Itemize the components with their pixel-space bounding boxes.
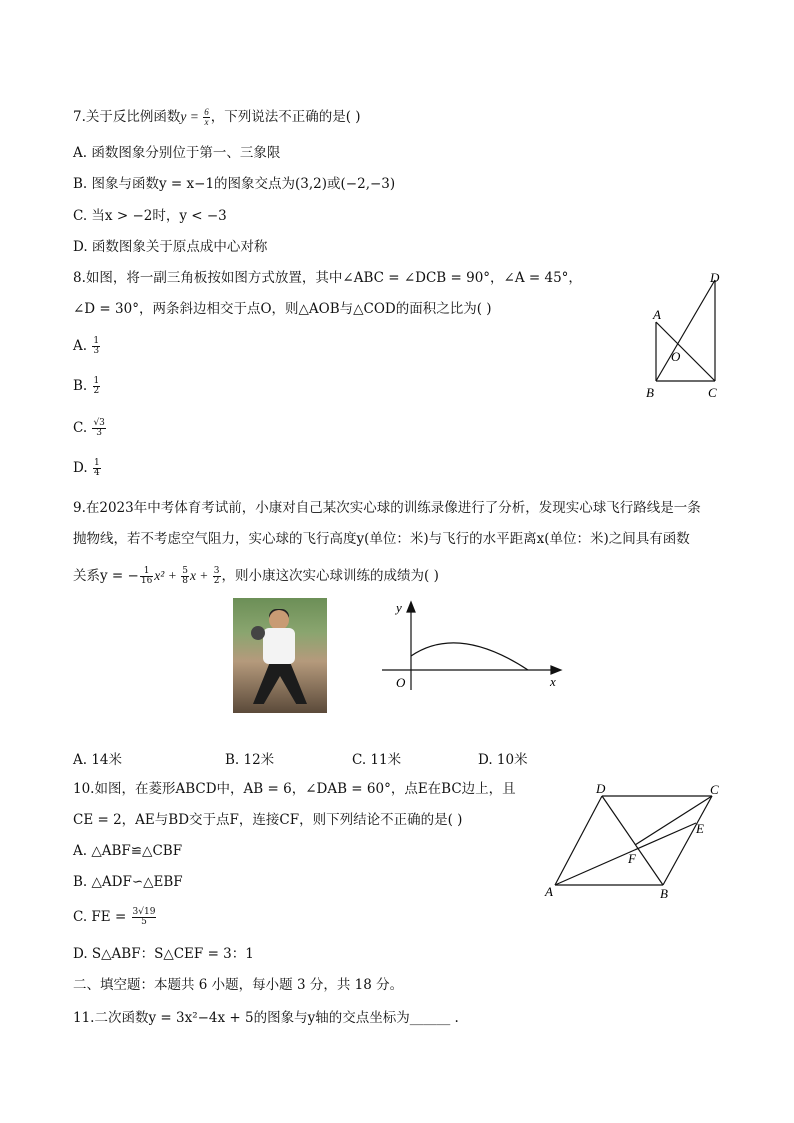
q9-y-axis-arrow <box>407 602 415 612</box>
section-fill-in-title: 二、填空题：本题共 6 小题，每小题 3 分，共 18 分。 <box>73 977 404 993</box>
q8-stem-line1: 8.如图，将一副三角板按如图方式放置，其中∠ABC = ∠DCB = 90°，∠A = 45°， <box>73 270 582 286</box>
q10-stem-line2: CE = 2，AE与BD交于点F，连接CF，则下列结论不正确的是( ) <box>73 812 463 828</box>
q10-segment-da <box>555 796 602 885</box>
q9-stem-line2: 抛物线，若不考虑空气阻力，实心球的飞行高度y(单位：米)与飞行的水平距离x(单位：米)之间具有函数 <box>73 531 690 547</box>
q9-x-axis-arrow <box>551 666 561 674</box>
q8-label-b: B <box>646 385 654 400</box>
q11-stem: 11.二次函数y = 3x²−4x + 5的图象与y轴的交点坐标为______ . <box>73 1010 459 1026</box>
q8-label-o: O <box>671 349 681 364</box>
q9-parabola-curve <box>411 643 528 670</box>
q8-label-a: A <box>653 307 661 322</box>
q10-rhombus-figure <box>540 778 730 903</box>
q7-stem <box>73 107 361 127</box>
q8-label-c: C <box>708 385 717 400</box>
q10-label-a: A <box>545 884 553 899</box>
q10-segment-bc <box>663 796 712 885</box>
q10-segment-db <box>602 796 663 885</box>
q9-shot-put-photo <box>233 598 327 713</box>
q9-label-x: x <box>550 674 556 689</box>
q8-triangle-figure <box>640 268 730 403</box>
q10-segment-ae <box>555 823 696 885</box>
q7-option-a[interactable]: A. 函数图象分别位于第一、三象限 <box>73 145 281 161</box>
q10-label-d: D <box>596 781 606 796</box>
q10-option-b[interactable]: B. △ADF∽△EBF <box>73 874 183 890</box>
q7-function: y = <box>180 109 203 124</box>
q8-option-c[interactable]: C. $\frac{√3}{3}$ <box>73 418 105 438</box>
q10-label-c: C <box>710 782 719 797</box>
q8-label-d: D <box>710 270 720 285</box>
q9-stem-line3: 关系y = − $\frac{1}{16}$ x² + $\frac{5}{8}$ x + $\frac{3}{2}$ ，则小康这次实心球训练的成绩为( ) <box>73 566 439 586</box>
q10-option-c[interactable]: C. FE = $\frac{3√19}{5}$ <box>73 907 156 927</box>
q10-option-d[interactable]: D. S△ABF：S△CEF = 3：1 <box>73 946 254 962</box>
q8-stem-line2: ∠D = 30°，两条斜边相交于点O，则△AOB与△COD的面积之比为( ) <box>73 301 492 317</box>
q8-option-b[interactable]: B. $\frac{1}{2}$ <box>73 376 100 396</box>
q9-label-y: y <box>396 600 402 615</box>
q7-stem-text: 7.关于反比例函数 <box>73 109 181 125</box>
q9-option-c[interactable]: C. 11米 <box>352 752 402 768</box>
q9-stem-line1: 9.在2023年中考体育考试前，小康对自己某次实心球的训练录像进行了分析，发现实心球飞行路线是一条 <box>73 500 701 516</box>
q10-label-e: E <box>696 821 704 836</box>
q10-option-a[interactable]: A. △ABF≌△CBF <box>73 843 183 859</box>
q7-option-b[interactable]: B. 图象与函数y = x−1的图象交点为(3,2)或(−2,−3) <box>73 176 396 192</box>
q8-option-a[interactable]: A. $\frac{1}{3}$ <box>73 336 100 356</box>
q9-parabola-graph <box>378 598 568 693</box>
q10-label-b: B <box>660 886 668 901</box>
q7-fraction: $\frac{6}{x}$ <box>204 107 209 127</box>
q7-option-d[interactable]: D. 函数图象关于原点成中心对称 <box>73 239 268 255</box>
q9-label-origin: O <box>396 675 406 690</box>
q9-option-b[interactable]: B. 12米 <box>225 752 275 768</box>
q10-label-f: F <box>628 851 636 866</box>
q10-stem-line1: 10.如图，在菱形ABCD中，AB = 6，∠DAB = 60°，点E在BC边上，且 <box>73 781 516 797</box>
q9-option-a[interactable]: A. 14米 <box>73 752 123 768</box>
q7-option-c[interactable]: C. 当x > −2时，y < −3 <box>73 208 227 224</box>
q7-stem-tail: ，下列说法不正确的是( ) <box>210 109 361 125</box>
q9-option-d[interactable]: D. 10米 <box>478 752 528 768</box>
q8-option-d[interactable]: D. $\frac{1}{4}$ <box>73 458 100 478</box>
